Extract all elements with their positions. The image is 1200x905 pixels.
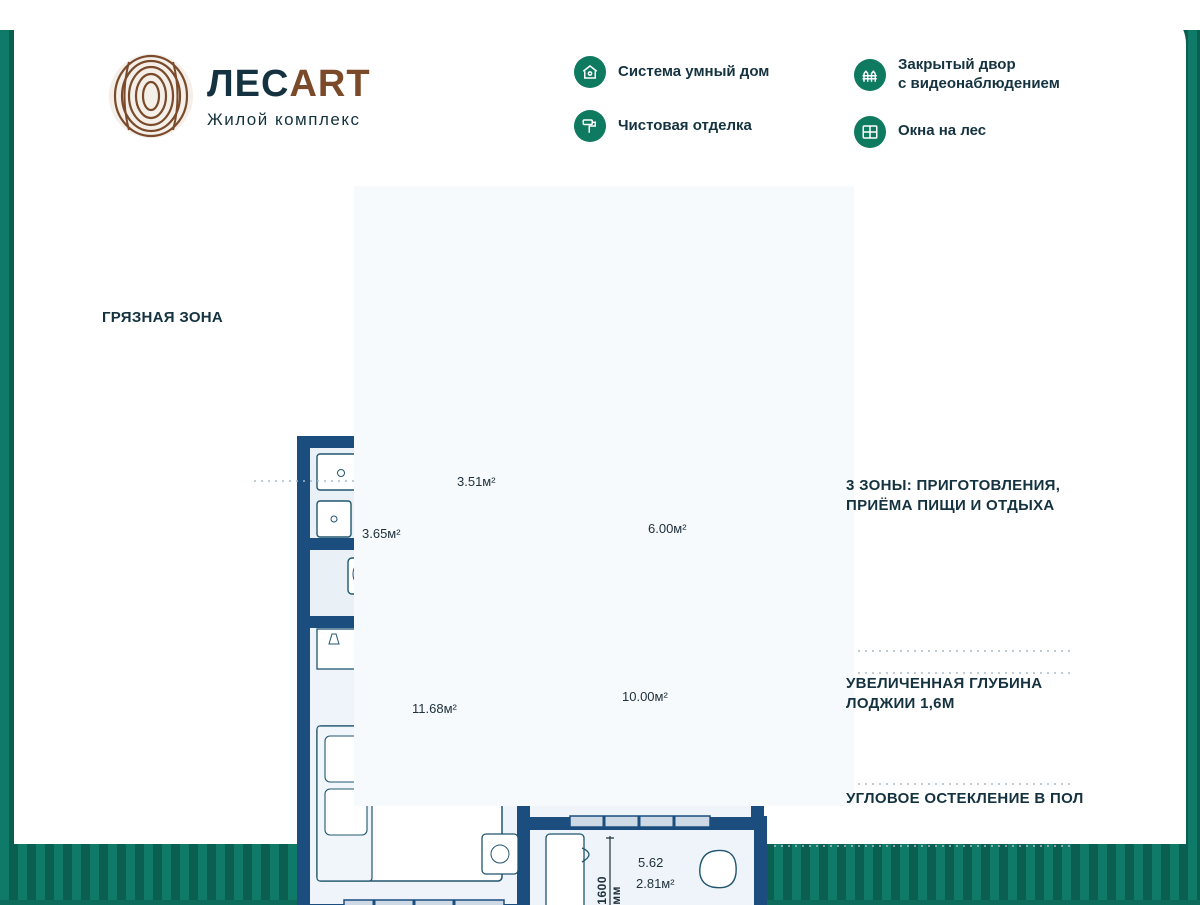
fence-camera-icon: [854, 59, 886, 91]
callout-three-zones-line2: ПРИЁМА ПИЩИ И ОТДЫХА: [846, 497, 1055, 515]
brand-subtitle: Жилой комплекс: [207, 109, 361, 129]
paint-roller-icon: [574, 110, 606, 142]
smart-home-icon: [574, 56, 606, 88]
brand-title-part1: ЛЕС: [207, 62, 290, 105]
area-label-bedroom: 11.68м²: [412, 701, 457, 716]
page-card: [14, 6, 1186, 905]
callout-loggia-depth: [846, 674, 1042, 715]
feature-column-1: [574, 56, 769, 164]
feature-finishing: [574, 110, 769, 142]
loggia-depth-label: 1600 мм: [595, 876, 623, 905]
feature-label-line2: с видеонаблюдением: [898, 74, 1060, 92]
area-label-loggia: 2.81м²: [636, 876, 675, 891]
feature-smart-home: [574, 56, 769, 88]
feature-forest-view: [854, 116, 1060, 148]
callout-three-zones: [846, 476, 1060, 517]
area-label-bathroom: 3.65м²: [362, 526, 401, 541]
feature-label: Окна на лес: [898, 122, 987, 140]
area-label-living: 10.00м²: [622, 689, 668, 704]
area-label-hall: 3.51м²: [457, 474, 496, 489]
callout-corner-glazing: УГЛОВОЕ ОСТЕКЛЕНИЕ В ПОЛ: [846, 790, 1084, 807]
loggia-dimension-value: 5.62: [638, 855, 664, 870]
area-label-kitchen: 6.00м²: [648, 521, 687, 536]
brand-text: [207, 62, 371, 129]
header: [14, 6, 1186, 186]
callout-loggia-depth-line1: УВЕЛИЧЕННАЯ ГЛУБИНА: [846, 675, 1043, 692]
callout-three-zones-line1: 3 ЗОНЫ: ПРИГОТОВЛЕНИЯ,: [846, 477, 1061, 494]
callout-loggia-depth-line2: ЛОДЖИИ 1,6М: [846, 695, 955, 713]
feature-closed-yard: [854, 56, 1060, 94]
feature-label: Система умный дом: [618, 62, 770, 80]
feature-label: Чистовая отделка: [618, 116, 752, 134]
forest-window-icon: [854, 116, 886, 148]
feature-label: [898, 56, 1060, 94]
brand-title-part2: ART: [289, 62, 371, 105]
feature-column-2: [854, 56, 1060, 170]
floor-plan: [14, 186, 1186, 905]
brand-logo: [109, 54, 371, 138]
feature-label-line1: Закрытый двор: [898, 56, 1016, 73]
callout-dirty-zone: ГРЯЗНАЯ ЗОНА: [102, 309, 224, 326]
wood-rings-icon: [109, 54, 193, 138]
brand-title: [207, 63, 371, 105]
